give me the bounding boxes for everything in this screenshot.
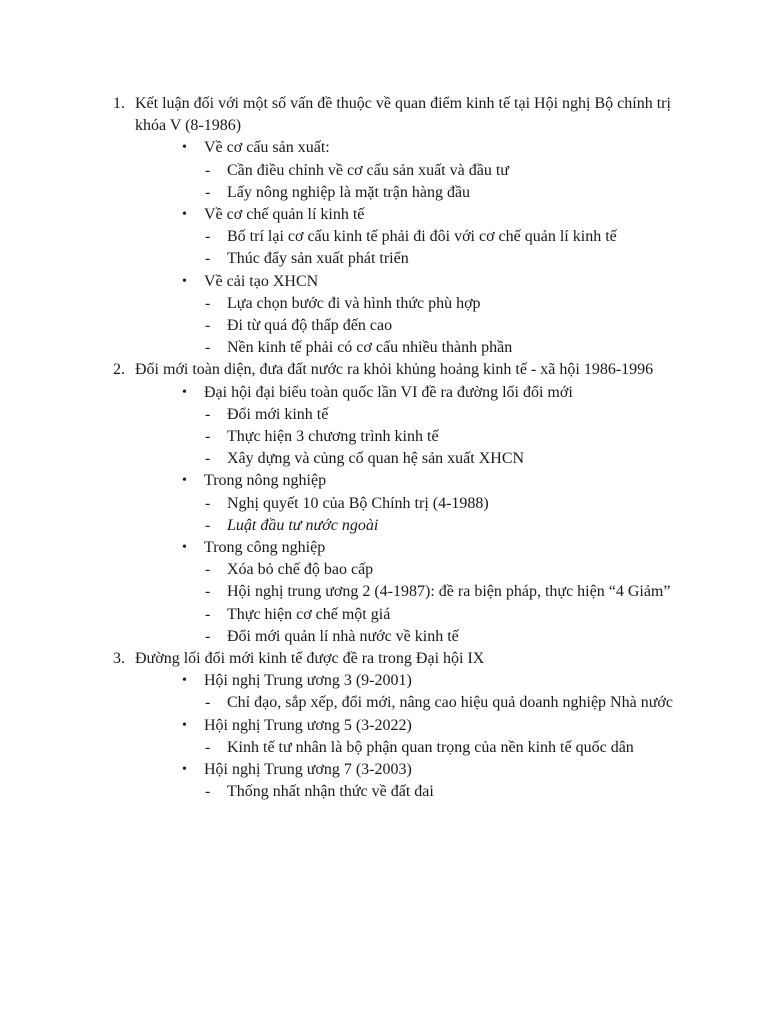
dash-item — [113, 581, 678, 603]
dash-item-marker: - — [205, 161, 211, 179]
bullet-item-marker: • — [182, 540, 187, 556]
bullet-item — [113, 670, 678, 692]
bullet-item-text: Về cơ chế quản lí kinh tế — [204, 206, 365, 224]
dash-item — [113, 493, 678, 515]
dash-item — [113, 248, 678, 270]
section-heading-text: Đường lối đổi mới kinh tế được đề ra trong Đại hội IX — [135, 650, 485, 668]
section-heading — [113, 359, 678, 381]
dash-item — [113, 604, 678, 626]
dash-item-text: Xóa bỏ chế độ bao cấp — [227, 561, 374, 579]
dash-item-marker: - — [205, 605, 211, 623]
dash-item — [113, 781, 678, 803]
dash-item-text: Đổi mới quản lí nhà nước về kinh tế — [227, 627, 459, 645]
dash-item-text: Lựa chọn bước đi và hình thức phù hợp — [227, 294, 481, 312]
bullet-item-text: Hội nghị Trung ương 3 (9-2001) — [204, 672, 412, 690]
dash-item-marker: - — [205, 494, 211, 512]
bullet-item-text: Về cải tạo XHCN — [204, 272, 319, 290]
bullet-item-marker: • — [182, 140, 187, 156]
dash-item-marker: - — [205, 428, 211, 446]
dash-item-marker: - — [205, 250, 211, 268]
section-heading-marker: 3. — [113, 650, 125, 668]
bullet-item-marker: • — [182, 762, 187, 778]
bullet-item — [113, 470, 678, 492]
bullet-item-text: Hội nghị Trung ương 7 (3-2003) — [204, 761, 412, 779]
dash-item-text: Đổi mới kinh tế — [227, 405, 329, 423]
dash-item-marker: - — [205, 561, 211, 579]
dash-item — [113, 426, 678, 448]
dash-item-marker: - — [205, 317, 211, 335]
dash-item — [113, 626, 678, 648]
dash-item-text: Thực hiện cơ chế một giá — [227, 605, 391, 623]
dash-item — [113, 515, 678, 537]
bullet-item-text: Hội nghị Trung ương 5 (3-2022) — [204, 716, 412, 734]
dash-item-text: Lấy nông nghiệp là mặt trận hàng đầu — [227, 183, 471, 201]
dash-item-marker: - — [205, 405, 211, 423]
bullet-item-text: Trong công nghiệp — [204, 539, 326, 557]
bullet-item-marker: • — [182, 717, 187, 733]
section-heading-marker: 2. — [113, 361, 125, 379]
dash-item-text: Cần điều chỉnh về cơ cấu sản xuất và đầu tư — [227, 161, 509, 179]
dash-item — [113, 448, 678, 470]
dash-item — [113, 737, 678, 759]
dash-item — [113, 404, 678, 426]
dash-item-text: Kinh tế tư nhân là bộ phận quan trọng của nền kinh tế quốc dân — [227, 738, 634, 756]
dash-item — [113, 692, 678, 714]
dash-item-text: Bố trí lại cơ cấu kinh tế phải đi đôi với cơ chế quản lí kinh tế — [227, 228, 617, 246]
dash-item-marker: - — [205, 694, 211, 712]
bullet-item — [113, 137, 678, 159]
section-heading-text: Kết luận đối với một số vấn đề thuộc về quan điểm kinh tế tại Hội nghị Bộ chính trị khóa V (8-1986) — [135, 95, 671, 135]
bullet-item-text: Về cơ cấu sản xuất: — [204, 139, 330, 157]
dash-item-marker: - — [205, 228, 211, 246]
dash-item-text: Hội nghị trung ương 2 (4-1987): đề ra biện pháp, thực hiện “4 Giảm” — [227, 583, 671, 601]
dash-item-marker: - — [205, 627, 211, 645]
bullet-item-marker: • — [182, 673, 187, 689]
section-heading — [113, 648, 678, 670]
dash-item — [113, 559, 678, 581]
section-heading-text: Đổi mới toàn diện, đưa đất nước ra khỏi khủng hoảng kinh tế - xã hội 1986-1996 — [135, 361, 654, 379]
dash-item-marker: - — [205, 339, 211, 357]
dash-item — [113, 182, 678, 204]
bullet-item-text: Đại hội đại biểu toàn quốc lần VI đề ra đường lối đổi mới — [204, 383, 573, 401]
bullet-item — [113, 382, 678, 404]
dash-item-marker: - — [205, 294, 211, 312]
dash-item-marker: - — [205, 783, 211, 801]
bullet-item-text: Trong nông nghiệp — [204, 472, 327, 490]
dash-item-text: Đi từ quá độ thấp đến cao — [227, 317, 393, 335]
section-heading — [113, 93, 678, 137]
dash-item — [113, 226, 678, 248]
dash-item-marker: - — [205, 450, 211, 468]
dash-item-marker: - — [205, 738, 211, 756]
dash-item-text: Thống nhất nhận thức về đất đai — [227, 783, 434, 801]
dash-item-text: Thúc đẩy sản xuất phát triển — [227, 250, 409, 268]
dash-item-text: Luật đầu tư nước ngoài — [227, 516, 379, 534]
document-body — [113, 93, 678, 804]
bullet-item — [113, 271, 678, 293]
dash-item-text: Thực hiện 3 chương trình kinh tế — [227, 428, 439, 446]
dash-item-marker: - — [205, 583, 211, 601]
bullet-item — [113, 537, 678, 559]
bullet-item-marker: • — [182, 473, 187, 489]
bullet-item-marker: • — [182, 273, 187, 289]
bullet-item-marker: • — [182, 207, 187, 223]
bullet-item — [113, 204, 678, 226]
dash-item — [113, 315, 678, 337]
dash-item-text: Nền kinh tế phải có cơ cấu nhiều thành phần — [227, 339, 513, 357]
bullet-item-marker: • — [182, 384, 187, 400]
dash-item — [113, 160, 678, 182]
dash-item-text: Nghị quyết 10 của Bộ Chính trị (4-1988) — [227, 494, 489, 512]
dash-item — [113, 337, 678, 359]
section-heading-marker: 1. — [113, 95, 125, 112]
dash-item — [113, 293, 678, 315]
bullet-item — [113, 759, 678, 781]
dash-item-text: Xây dựng và củng cố quan hệ sản xuất XHCN — [227, 450, 525, 468]
dash-item-marker: - — [205, 516, 211, 534]
dash-item-marker: - — [205, 183, 211, 201]
bullet-item — [113, 715, 678, 737]
dash-item-text: Chỉ đạo, sắp xếp, đổi mới, nâng cao hiệu quả doanh nghiệp Nhà nước — [227, 694, 673, 712]
